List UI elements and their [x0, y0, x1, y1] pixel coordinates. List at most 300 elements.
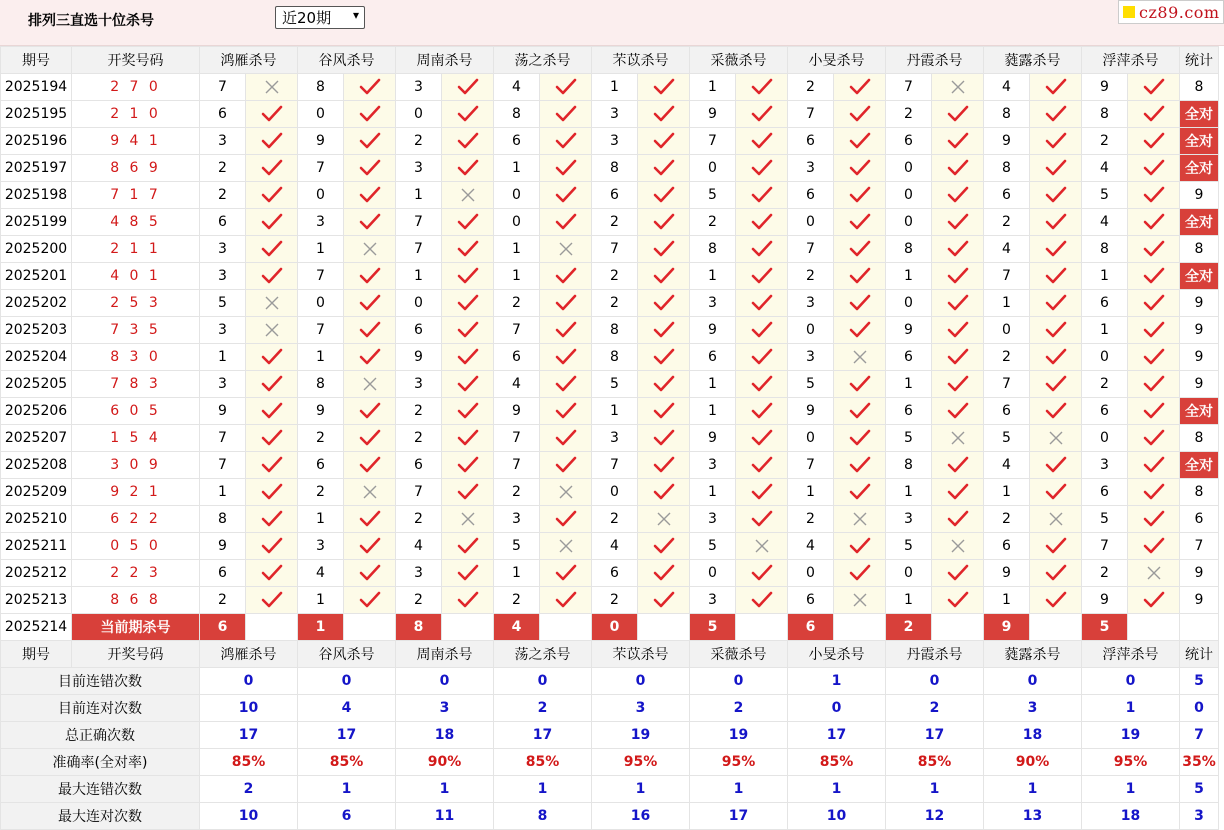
blank-cell [344, 614, 396, 641]
check-icon [442, 560, 494, 587]
kill-number: 5 [1082, 506, 1128, 533]
kill-number: 2 [396, 398, 442, 425]
check-icon [246, 101, 298, 128]
kill-number: 9 [298, 398, 344, 425]
kill-number: 6 [984, 182, 1030, 209]
kill-number: 7 [200, 452, 246, 479]
row-stat: 9 [1180, 560, 1219, 587]
kill-number: 0 [984, 317, 1030, 344]
draw-number: 9 2 1 [72, 479, 200, 506]
row-stat: 8 [1180, 425, 1219, 452]
check-icon [834, 128, 886, 155]
table-row [1, 101, 1219, 128]
draw-number: 2 1 0 [72, 101, 200, 128]
summary-value: 1 [1082, 695, 1180, 722]
cross-icon [1030, 425, 1082, 452]
summary-row [1, 776, 1219, 803]
kill-number: 1 [690, 479, 736, 506]
draw-number: 3 0 9 [72, 452, 200, 479]
summary-value: 17 [494, 722, 592, 749]
kill-number: 0 [886, 209, 932, 236]
check-icon [638, 263, 690, 290]
summary-value: 17 [886, 722, 984, 749]
summary-label: 准确率(全对率) [1, 749, 200, 776]
table-row [1, 344, 1219, 371]
col-header-expert: 鸿雁杀号 [200, 47, 298, 74]
check-icon [442, 371, 494, 398]
check-icon [834, 209, 886, 236]
summary-value: 0 [690, 668, 788, 695]
table-row [1, 128, 1219, 155]
check-icon [834, 74, 886, 101]
check-icon [1128, 74, 1180, 101]
summary-value: 19 [690, 722, 788, 749]
kill-number: 2 [200, 182, 246, 209]
check-icon [1030, 398, 1082, 425]
draw-number: 7 1 7 [72, 182, 200, 209]
summary-value: 18 [1082, 803, 1180, 830]
summary-value: 1 [1082, 776, 1180, 803]
current-kill-number: 5 [1082, 614, 1128, 641]
all-correct-badge: 全对 [1180, 398, 1219, 425]
kill-number: 0 [1082, 425, 1128, 452]
kill-number: 4 [984, 74, 1030, 101]
kill-number: 9 [1082, 587, 1128, 614]
check-icon [1030, 263, 1082, 290]
summary-value: 0 [788, 695, 886, 722]
check-icon [1030, 560, 1082, 587]
kill-number: 3 [396, 371, 442, 398]
check-icon [834, 101, 886, 128]
kill-number: 4 [494, 371, 540, 398]
check-icon [736, 587, 788, 614]
check-icon [638, 425, 690, 452]
check-icon [540, 371, 592, 398]
table-row [1, 317, 1219, 344]
check-icon [736, 182, 788, 209]
kill-number: 2 [396, 587, 442, 614]
check-icon [1128, 425, 1180, 452]
kill-number: 4 [984, 236, 1030, 263]
check-icon [442, 587, 494, 614]
row-stat: 6 [1180, 506, 1219, 533]
check-icon [344, 560, 396, 587]
kill-number: 2 [592, 290, 638, 317]
row-stat: 8 [1180, 236, 1219, 263]
kill-number: 9 [984, 560, 1030, 587]
summary-value: 3 [1180, 803, 1219, 830]
summary-value: 0 [592, 668, 690, 695]
kill-number: 6 [592, 182, 638, 209]
check-icon [344, 128, 396, 155]
summary-row [1, 803, 1219, 830]
col-header-expert: 荡之杀号 [494, 641, 592, 668]
check-icon [540, 182, 592, 209]
check-icon [834, 155, 886, 182]
kill-number: 6 [886, 398, 932, 425]
kill-number: 0 [298, 101, 344, 128]
summary-value: 1 [788, 668, 886, 695]
blank-cell [540, 614, 592, 641]
kill-number: 1 [886, 587, 932, 614]
period-select[interactable] [275, 6, 365, 29]
blank-cell [834, 614, 886, 641]
cross-icon [736, 533, 788, 560]
summary-value: 11 [396, 803, 494, 830]
kill-number: 1 [494, 155, 540, 182]
table-row [1, 263, 1219, 290]
draw-number: 7 8 3 [72, 371, 200, 398]
kill-number: 1 [886, 371, 932, 398]
check-icon [1128, 479, 1180, 506]
summary-value: 18 [984, 722, 1082, 749]
check-icon [246, 209, 298, 236]
kill-number: 0 [886, 290, 932, 317]
check-icon [246, 506, 298, 533]
kill-number: 8 [592, 317, 638, 344]
row-stat: 8 [1180, 479, 1219, 506]
kill-number: 0 [1082, 344, 1128, 371]
check-icon [442, 317, 494, 344]
check-icon [932, 371, 984, 398]
kill-number: 9 [788, 398, 834, 425]
kill-number: 5 [886, 425, 932, 452]
kill-number: 2 [396, 425, 442, 452]
all-correct-badge: 全对 [1180, 452, 1219, 479]
kill-number: 1 [690, 74, 736, 101]
kill-number: 7 [984, 263, 1030, 290]
kill-number: 2 [494, 479, 540, 506]
check-icon [736, 290, 788, 317]
summary-value: 1 [298, 776, 396, 803]
kill-number: 4 [1082, 155, 1128, 182]
kill-number: 7 [200, 74, 246, 101]
check-icon [344, 344, 396, 371]
check-icon [1128, 317, 1180, 344]
summary-value: 0 [1082, 668, 1180, 695]
kill-number: 2 [494, 290, 540, 317]
issue-number: 2025203 [1, 317, 72, 344]
blank-cell [246, 614, 298, 641]
summary-value: 19 [592, 722, 690, 749]
cross-icon [540, 533, 592, 560]
issue-number: 2025197 [1, 155, 72, 182]
kill-number: 6 [1082, 479, 1128, 506]
check-icon [540, 209, 592, 236]
row-stat: 9 [1180, 182, 1219, 209]
kill-number: 5 [886, 533, 932, 560]
kill-number: 1 [690, 398, 736, 425]
summary-label: 目前连对次数 [1, 695, 200, 722]
kill-number: 0 [886, 155, 932, 182]
check-icon [344, 74, 396, 101]
kill-number: 8 [886, 452, 932, 479]
check-icon [344, 425, 396, 452]
check-icon [932, 209, 984, 236]
check-icon [1128, 506, 1180, 533]
summary-value: 16 [592, 803, 690, 830]
check-icon [344, 263, 396, 290]
cross-icon [932, 425, 984, 452]
kill-number: 8 [1082, 101, 1128, 128]
summary-value: 85% [200, 749, 298, 776]
kill-number: 6 [200, 101, 246, 128]
table-header-row [1, 47, 1219, 74]
current-kill-number: 5 [690, 614, 736, 641]
kill-number: 8 [592, 344, 638, 371]
issue-number: 2025200 [1, 236, 72, 263]
check-icon [1030, 290, 1082, 317]
kill-number: 1 [494, 560, 540, 587]
cross-icon [932, 74, 984, 101]
kill-number: 8 [592, 155, 638, 182]
check-icon [1128, 263, 1180, 290]
check-icon [736, 371, 788, 398]
cross-icon [344, 479, 396, 506]
blank-cell [1128, 614, 1180, 641]
summary-value: 1 [494, 776, 592, 803]
check-icon [638, 479, 690, 506]
kill-number: 0 [690, 560, 736, 587]
kill-number: 7 [396, 209, 442, 236]
check-icon [246, 344, 298, 371]
kill-number: 9 [494, 398, 540, 425]
summary-value: 3 [592, 695, 690, 722]
col-header-expert: 芣苡杀号 [592, 641, 690, 668]
check-icon [834, 317, 886, 344]
check-icon [932, 398, 984, 425]
col-header-stat: 统计 [1180, 47, 1219, 74]
check-icon [442, 128, 494, 155]
draw-number: 1 5 4 [72, 425, 200, 452]
kill-number: 7 [788, 101, 834, 128]
check-icon [1128, 290, 1180, 317]
kill-number: 3 [200, 128, 246, 155]
check-icon [1128, 209, 1180, 236]
site-logo[interactable] [1118, 0, 1224, 24]
kill-number: 3 [690, 506, 736, 533]
kill-number: 6 [200, 209, 246, 236]
row-stat: 9 [1180, 317, 1219, 344]
check-icon [932, 317, 984, 344]
check-icon [344, 398, 396, 425]
row-stat: 9 [1180, 587, 1219, 614]
check-icon [736, 560, 788, 587]
summary-value: 18 [396, 722, 494, 749]
summary-label: 最大连错次数 [1, 776, 200, 803]
check-icon [442, 290, 494, 317]
kill-number: 8 [690, 236, 736, 263]
cross-icon [442, 182, 494, 209]
kill-number: 8 [298, 74, 344, 101]
check-icon [442, 263, 494, 290]
draw-number: 9 4 1 [72, 128, 200, 155]
check-icon [246, 587, 298, 614]
summary-value: 0 [200, 668, 298, 695]
col-header-draw: 开奖号码 [72, 47, 200, 74]
kill-number: 2 [200, 587, 246, 614]
all-correct-badge: 全对 [1180, 101, 1219, 128]
check-icon [638, 560, 690, 587]
cross-icon [638, 506, 690, 533]
kill-number: 8 [886, 236, 932, 263]
summary-value: 10 [200, 695, 298, 722]
table-row [1, 182, 1219, 209]
summary-value: 17 [298, 722, 396, 749]
summary-value: 85% [298, 749, 396, 776]
check-icon [834, 425, 886, 452]
summary-value: 4 [298, 695, 396, 722]
check-icon [540, 587, 592, 614]
col-header-expert: 芣苡杀号 [592, 47, 690, 74]
kill-number: 0 [298, 290, 344, 317]
kill-number: 7 [298, 263, 344, 290]
summary-value: 90% [984, 749, 1082, 776]
kill-number: 1 [788, 479, 834, 506]
issue-number: 2025202 [1, 290, 72, 317]
check-icon [638, 209, 690, 236]
check-icon [932, 452, 984, 479]
check-icon [736, 452, 788, 479]
summary-value: 95% [1082, 749, 1180, 776]
current-kill-number: 6 [788, 614, 834, 641]
all-correct-badge: 全对 [1180, 209, 1219, 236]
kill-number: 3 [396, 155, 442, 182]
table-row [1, 452, 1219, 479]
draw-number: 8 6 9 [72, 155, 200, 182]
check-icon [736, 128, 788, 155]
kill-number: 2 [788, 506, 834, 533]
summary-value: 5 [1180, 668, 1219, 695]
kill-number: 3 [298, 209, 344, 236]
check-icon [344, 317, 396, 344]
kill-number: 2 [690, 209, 736, 236]
issue-number: 2025204 [1, 344, 72, 371]
check-icon [638, 371, 690, 398]
check-icon [442, 452, 494, 479]
kill-number: 9 [396, 344, 442, 371]
check-icon [344, 101, 396, 128]
summary-value: 2 [200, 776, 298, 803]
kill-number: 4 [788, 533, 834, 560]
table-row [1, 209, 1219, 236]
current-kill-number: 8 [396, 614, 442, 641]
kill-number: 7 [298, 155, 344, 182]
row-stat: 8 [1180, 74, 1219, 101]
table-row [1, 290, 1219, 317]
table-row [1, 479, 1219, 506]
table-row [1, 560, 1219, 587]
check-icon [442, 533, 494, 560]
kill-number: 7 [200, 425, 246, 452]
issue-number: 2025212 [1, 560, 72, 587]
kill-number: 7 [592, 452, 638, 479]
check-icon [932, 560, 984, 587]
col-header-expert: 浮萍杀号 [1082, 641, 1180, 668]
kill-number: 7 [396, 236, 442, 263]
current-kill-number: 1 [298, 614, 344, 641]
kill-number: 8 [1082, 236, 1128, 263]
kill-number: 6 [396, 452, 442, 479]
kill-number: 4 [592, 533, 638, 560]
check-icon [246, 182, 298, 209]
check-icon [540, 290, 592, 317]
kill-number: 2 [200, 155, 246, 182]
kill-number: 3 [494, 506, 540, 533]
current-kill-number: 4 [494, 614, 540, 641]
check-icon [442, 236, 494, 263]
summary-value: 95% [690, 749, 788, 776]
kill-number: 3 [396, 74, 442, 101]
kill-number: 9 [690, 317, 736, 344]
kill-number: 0 [592, 479, 638, 506]
kill-number: 5 [690, 533, 736, 560]
col-header-expert: 小旻杀号 [788, 641, 886, 668]
kill-number: 0 [886, 182, 932, 209]
check-icon [1128, 398, 1180, 425]
kill-number: 7 [690, 128, 736, 155]
check-icon [540, 263, 592, 290]
check-icon [932, 344, 984, 371]
kill-number: 1 [494, 236, 540, 263]
kill-number: 2 [984, 506, 1030, 533]
check-icon [540, 506, 592, 533]
check-icon [736, 209, 788, 236]
cross-icon [246, 74, 298, 101]
issue-number: 2025201 [1, 263, 72, 290]
kill-number: 6 [1082, 398, 1128, 425]
check-icon [1128, 452, 1180, 479]
check-icon [1030, 101, 1082, 128]
kill-number: 1 [984, 290, 1030, 317]
issue-number: 2025196 [1, 128, 72, 155]
draw-number: 2 5 3 [72, 290, 200, 317]
kill-number: 1 [984, 479, 1030, 506]
row-stat: 9 [1180, 371, 1219, 398]
check-icon [246, 479, 298, 506]
col-header-expert: 蕤露杀号 [984, 641, 1082, 668]
issue-number: 2025208 [1, 452, 72, 479]
kill-number: 2 [788, 74, 834, 101]
kill-number: 1 [886, 263, 932, 290]
summary-row [1, 749, 1219, 776]
summary-value: 85% [494, 749, 592, 776]
draw-number: 0 5 0 [72, 533, 200, 560]
check-icon [540, 452, 592, 479]
cross-icon [540, 479, 592, 506]
draw-number: 4 8 5 [72, 209, 200, 236]
summary-row [1, 722, 1219, 749]
check-icon [736, 317, 788, 344]
summary-value: 7 [1180, 722, 1219, 749]
kill-number: 6 [690, 344, 736, 371]
check-icon [540, 101, 592, 128]
check-icon [1030, 533, 1082, 560]
summary-value: 10 [200, 803, 298, 830]
kill-number: 5 [1082, 182, 1128, 209]
kill-number: 8 [494, 101, 540, 128]
blank-cell [638, 614, 690, 641]
summary-value: 0 [494, 668, 592, 695]
kill-number: 2 [592, 263, 638, 290]
kill-number: 3 [592, 425, 638, 452]
kill-number: 1 [690, 263, 736, 290]
summary-value: 19 [1082, 722, 1180, 749]
kill-number: 2 [886, 101, 932, 128]
top-bar [0, 0, 1224, 46]
summary-value: 10 [788, 803, 886, 830]
kill-number: 2 [788, 263, 834, 290]
